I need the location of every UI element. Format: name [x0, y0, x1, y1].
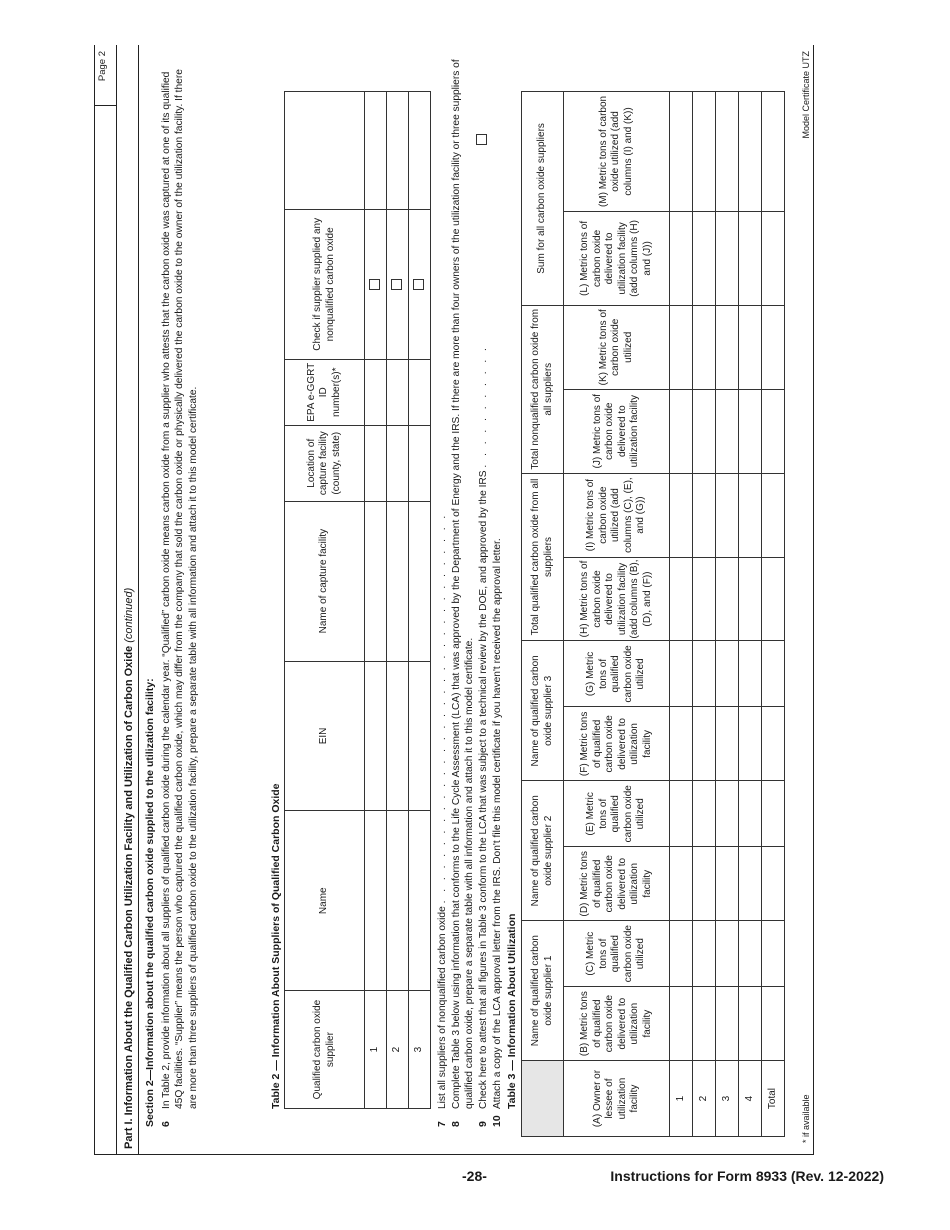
- t2-ein-field[interactable]: [365, 661, 387, 811]
- t3-cell[interactable]: [739, 557, 762, 641]
- t2-nonqualified-cell: [409, 209, 431, 359]
- t3-cell[interactable]: [716, 987, 739, 1061]
- t2-capture-facility-field[interactable]: [409, 501, 431, 661]
- t3-cell[interactable]: [762, 473, 785, 557]
- t2-nonqualified-cell: [365, 209, 387, 359]
- t3-row-label: 3: [716, 1061, 739, 1137]
- form-frame: [94, 45, 814, 1155]
- t3-cell[interactable]: [739, 641, 762, 707]
- rotated-form-page: [94, 45, 814, 1155]
- t3-cell[interactable]: [762, 641, 785, 707]
- table-row: [716, 92, 739, 1137]
- table-row: [365, 92, 387, 1109]
- t3-cell[interactable]: [739, 92, 762, 212]
- t3-col-c: (C) Metric tons of qualified carbon oxide utilized: [564, 921, 670, 987]
- t2-ein-field[interactable]: [387, 661, 409, 811]
- table3-utilization: [521, 91, 785, 1137]
- t3-cell[interactable]: [693, 781, 716, 847]
- part-title: Part I. Information About the Qualified Carbon Utilization Facility and Utilization of Carbon Oxide (continued): [123, 587, 135, 1149]
- t3-cell[interactable]: [762, 707, 785, 781]
- t3-cell[interactable]: [693, 211, 716, 305]
- t3-cell[interactable]: [762, 211, 785, 305]
- t3-col-m: (M) Metric tons of carbon oxide utilized (add columns (I) and (K)): [564, 92, 670, 212]
- t2-row-label: 2: [387, 991, 409, 1109]
- nonqualified-checkbox[interactable]: [391, 279, 402, 290]
- nonqualified-checkbox[interactable]: [413, 279, 424, 290]
- t3-cell[interactable]: [762, 781, 785, 847]
- t3-cell[interactable]: [716, 921, 739, 987]
- t3-group-sum: Sum for all carbon oxide suppliers: [522, 92, 564, 306]
- table2-suppliers: [284, 91, 431, 1109]
- t3-cell[interactable]: [670, 389, 693, 473]
- section2-title: Section 2—Information about the qualified carbon oxide supplied to the utilization facility:: [144, 678, 156, 1127]
- t3-group-total-qualified: Total qualified carbon oxide from all suppliers: [522, 473, 564, 641]
- t3-cell[interactable]: [693, 92, 716, 212]
- t3-cell[interactable]: [762, 847, 785, 921]
- t2-header-nonqualified-check: Check if supplier supplied any nonqualified carbon oxide: [285, 209, 365, 359]
- t3-col-l: (L) Metric tons of carbon oxide delivered to utilization facility (add columns (H) and (J)): [564, 211, 670, 305]
- t3-group-supplier2: Name of qualified carbon oxide supplier 2: [522, 781, 564, 921]
- t3-cell[interactable]: [762, 389, 785, 473]
- attest-checkbox[interactable]: [476, 134, 487, 145]
- t3-cell[interactable]: [716, 305, 739, 389]
- t3-cell[interactable]: [739, 305, 762, 389]
- page-footer: [0, 1166, 950, 1196]
- t3-cell[interactable]: [670, 305, 693, 389]
- footnote: * if available: [801, 1094, 811, 1143]
- table-row: [762, 92, 785, 1137]
- t3-col-d: (D) Metric tons of qualified carbon oxide delivered to utilization facility: [564, 847, 670, 921]
- t3-cell[interactable]: [670, 781, 693, 847]
- table-row: [739, 92, 762, 1137]
- t2-header-location: Location of capture facility (county, state): [285, 425, 365, 501]
- t3-cell[interactable]: [739, 987, 762, 1061]
- line8-text: Complete Table 3 below using information that conforms to the Life Cycle Assessment (LCA) that was approved by the Department of Energy and the IRS. If there are more than four owners of the utilization facility or three suppliers of qualified carbon oxide, prepare a separate table with all information and attach it to this model certificate.: [451, 59, 476, 1109]
- table-row: [670, 92, 693, 1137]
- t3-row-label: 4: [739, 1061, 762, 1137]
- t3-cell[interactable]: [693, 557, 716, 641]
- t3-col-b: (B) Metric tons of qualified carbon oxide delivered to utilization facility: [564, 987, 670, 1061]
- t3-cell[interactable]: [762, 987, 785, 1061]
- model-certificate-label: Model Certificate UTZ: [801, 51, 811, 139]
- t2-capture-facility-field[interactable]: [387, 501, 409, 661]
- t3-col-a: (A) Owner or lessee of utilization facility: [564, 1061, 670, 1137]
- t3-cell[interactable]: [762, 557, 785, 641]
- t2-row-label: 3: [409, 991, 431, 1109]
- t3-cell[interactable]: [693, 389, 716, 473]
- t3-cell[interactable]: [693, 921, 716, 987]
- page-label-box: [94, 45, 116, 106]
- t2-header-capture-facility: Name of capture facility: [285, 501, 365, 661]
- t3-cell[interactable]: [739, 707, 762, 781]
- t3-cell[interactable]: [670, 473, 693, 557]
- t3-col-g: (G) Metric tons of qualified carbon oxide utilized: [564, 641, 670, 707]
- t3-cell[interactable]: [693, 847, 716, 921]
- t3-row-label: 2: [693, 1061, 716, 1137]
- line10-number: 10: [491, 1115, 503, 1127]
- t2-location-field[interactable]: [365, 425, 387, 501]
- t3-cell[interactable]: [693, 707, 716, 781]
- t2-location-field[interactable]: [387, 425, 409, 501]
- t3-col-h: (H) Metric tons of carbon oxide delivered to utilization facility (add columns (B), (D), and (F)): [564, 557, 670, 641]
- t2-header-name: Name: [285, 811, 365, 991]
- t2-nonqualified-cell: [387, 209, 409, 359]
- t3-cell[interactable]: [670, 92, 693, 212]
- table-row: [409, 92, 431, 1109]
- t3-cell[interactable]: [739, 473, 762, 557]
- t3-cell[interactable]: [716, 92, 739, 212]
- t2-location-field[interactable]: [409, 425, 431, 501]
- t3-cell[interactable]: [762, 92, 785, 212]
- table-row: [693, 92, 716, 1137]
- line9-number: 9: [477, 1121, 489, 1127]
- line6-text: In Table 2, provide information about all suppliers of qualified carbon oxide during the calendar year. “Qualified” carbon oxide means carbon oxide from a supplier who attests that the carbon oxide was captured at one of its qualified 45Q facilities. “Supplier” means the person who captured the qualified carbon oxide, which may differ from the company that sold the carbon oxide or physically delivered the carbon oxide to the owner of the utilization facility. If there are more than three suppliers of qualified carbon oxide to the utilization facility, prepare a separate table with all information and attach it to this model certificate.: [161, 69, 199, 1109]
- t3-group-supplier1: Name of qualified carbon oxide supplier 1: [522, 921, 564, 1061]
- t2-blank-cell: [409, 92, 431, 210]
- t2-row-label: 1: [365, 991, 387, 1109]
- t3-cell[interactable]: [739, 921, 762, 987]
- t3-cell[interactable]: [762, 921, 785, 987]
- t2-epa-id-field[interactable]: [365, 359, 387, 425]
- part-continued: (continued): [123, 587, 135, 643]
- t3-cell[interactable]: [693, 473, 716, 557]
- t3-cell[interactable]: [716, 781, 739, 847]
- t3-cell[interactable]: [693, 641, 716, 707]
- line8-number: 8: [450, 1121, 462, 1127]
- t3-cell[interactable]: [693, 305, 716, 389]
- t3-cell[interactable]: [670, 211, 693, 305]
- t3-cell[interactable]: [670, 557, 693, 641]
- t2-name-field[interactable]: [409, 811, 431, 991]
- t3-cell[interactable]: [762, 305, 785, 389]
- t3-group-supplier3: Name of qualified carbon oxide supplier 3: [522, 641, 564, 781]
- t3-col-k: (K) Metric tons of carbon oxide utilized: [564, 305, 670, 389]
- t3-cell[interactable]: [693, 987, 716, 1061]
- t3-cell[interactable]: [739, 211, 762, 305]
- t2-epa-id-field[interactable]: [387, 359, 409, 425]
- table2-caption: Table 2 — Information About Suppliers of Qualified Carbon Oxide: [270, 783, 282, 1109]
- t3-cell[interactable]: [739, 389, 762, 473]
- t2-header-epa-id: EPA e-GGRT ID number(s)*: [285, 359, 365, 425]
- page-label: Page 2: [97, 51, 108, 82]
- t3-cell[interactable]: [716, 707, 739, 781]
- t2-name-field[interactable]: [387, 811, 409, 991]
- line7-text: List all suppliers of nonqualified carbon oxide . . . . . . . . . . . . . . . . . . . . . . . . . . . . . . . . . .: [437, 512, 448, 1109]
- nonqualified-checkbox[interactable]: [369, 279, 380, 290]
- line6-number: 6: [160, 1121, 172, 1127]
- t2-header-supplier: Qualified carbon oxide supplier: [285, 991, 365, 1109]
- t3-col-i: (I) Metric tons of carbon oxide utilized (add columns (C), (E), and (G)): [564, 473, 670, 557]
- t3-col-j: (J) Metric tons of carbon oxide delivered to utilization facility: [564, 389, 670, 473]
- t3-col-e: (E) Metric tons of qualified carbon oxide utilized: [564, 781, 670, 847]
- t3-cell[interactable]: [739, 781, 762, 847]
- t3-cell[interactable]: [716, 473, 739, 557]
- t2-name-field[interactable]: [365, 811, 387, 991]
- table3-caption: Table 3 — Information About Utilization: [506, 913, 518, 1109]
- t3-cell[interactable]: [670, 847, 693, 921]
- t3-cell[interactable]: [670, 707, 693, 781]
- t3-corner: [522, 1061, 564, 1137]
- t3-cell[interactable]: [670, 987, 693, 1061]
- t3-cell[interactable]: [716, 847, 739, 921]
- t2-epa-id-field[interactable]: [409, 359, 431, 425]
- line10-text: Attach a copy of the LCA approval letter from the IRS. Don't file this model certificate if you haven't received the approval letter.: [492, 538, 503, 1109]
- t3-cell[interactable]: [670, 641, 693, 707]
- t2-capture-facility-field[interactable]: [365, 501, 387, 661]
- table-row: [387, 92, 409, 1109]
- t3-cell[interactable]: [716, 389, 739, 473]
- t2-ein-field[interactable]: [409, 661, 431, 811]
- t2-header-blank: [285, 92, 365, 210]
- t3-cell[interactable]: [716, 557, 739, 641]
- t3-cell[interactable]: [670, 921, 693, 987]
- line9-text: Check here to attest that all figures in Table 3 conform to the LCA that was subject to a technical review by the DOE, and approved by the IRS . . . . . . . . . . .: [478, 345, 489, 1109]
- t2-blank-cell: [387, 92, 409, 210]
- t3-row-label-total: Total: [762, 1061, 785, 1137]
- page-number: -28-: [462, 1168, 487, 1184]
- t3-col-f: (F) Metric tons of qualified carbon oxide delivered to utilization facility: [564, 707, 670, 781]
- form-title: Instructions for Form 8933 (Rev. 12-2022): [610, 1168, 884, 1184]
- line7-number: 7: [436, 1121, 448, 1127]
- t3-cell[interactable]: [716, 211, 739, 305]
- t3-row-label: 1: [670, 1061, 693, 1137]
- t3-cell[interactable]: [739, 847, 762, 921]
- t3-cell[interactable]: [716, 641, 739, 707]
- t2-header-ein: EIN: [285, 661, 365, 811]
- t2-blank-cell: [365, 92, 387, 210]
- t3-group-total-nonqualified: Total nonqualified carbon oxide from all suppliers: [522, 305, 564, 473]
